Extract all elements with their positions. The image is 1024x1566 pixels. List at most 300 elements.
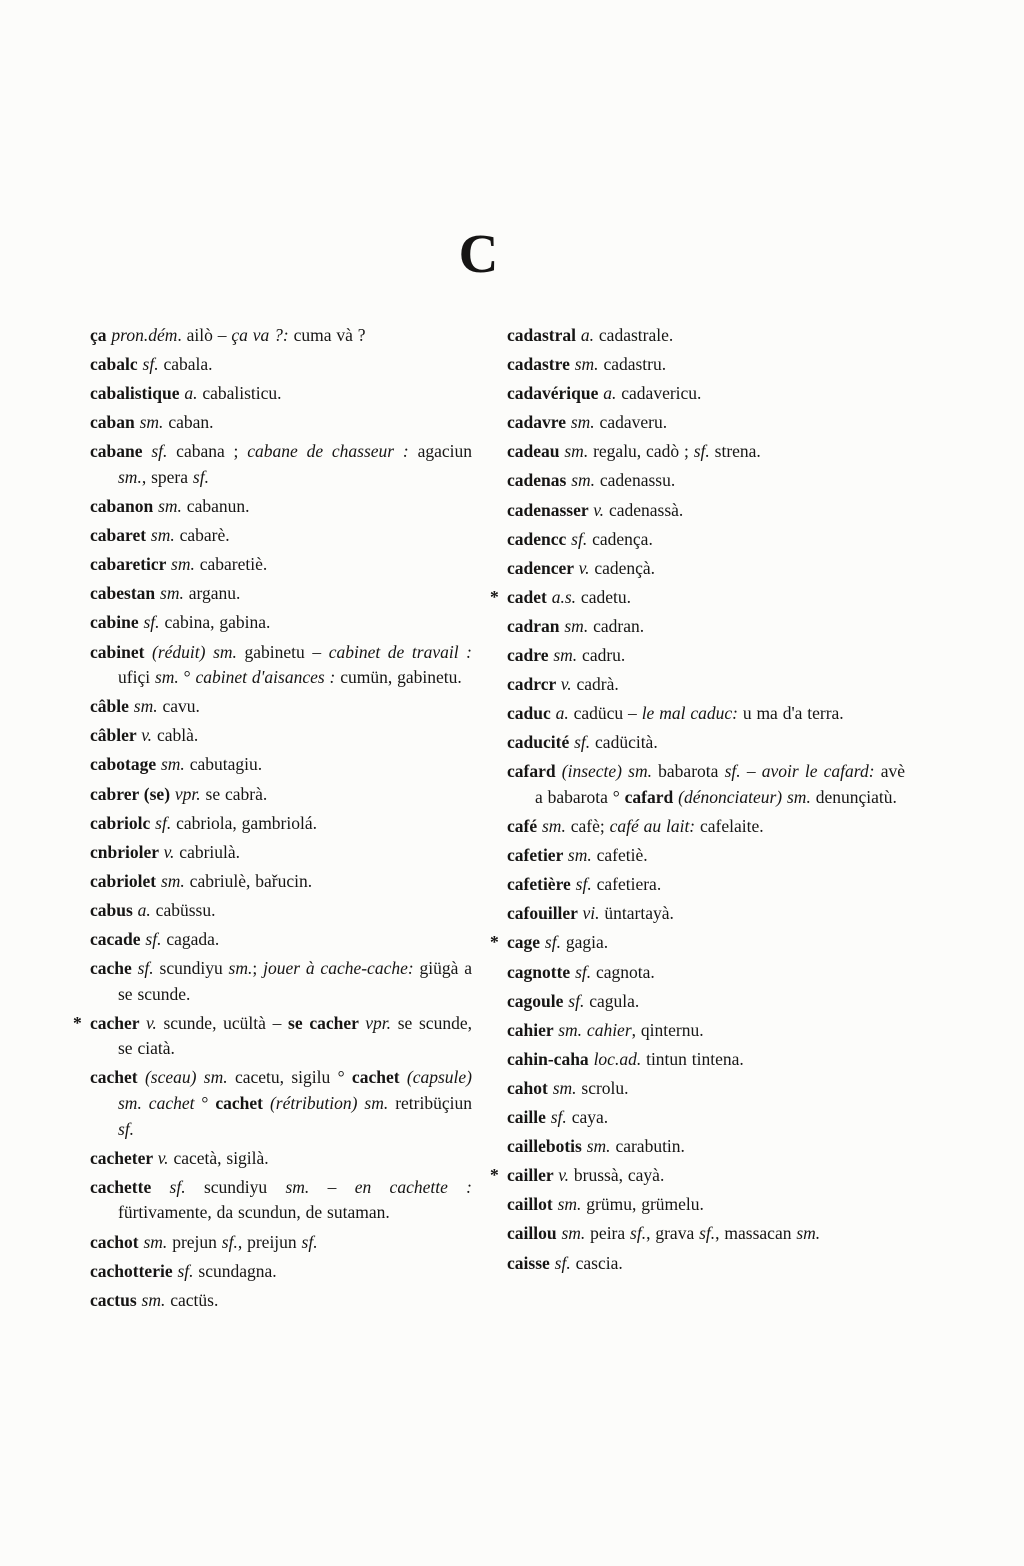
dictionary-entry (507, 759, 905, 810)
dictionary-entry (90, 869, 472, 895)
plain-text: gagia. (560, 932, 609, 953)
star-marker: * (490, 586, 499, 607)
italic-text: sm. (171, 554, 195, 575)
headword-or-bold-text: cadastral (507, 325, 581, 345)
dictionary-entry (507, 498, 905, 524)
dictionary-entry (507, 527, 905, 553)
plain-text: gabinetu – (236, 641, 329, 662)
italic-text: vi. (582, 903, 600, 924)
italic-text: a. (580, 325, 595, 345)
italic-text: sf. (575, 961, 592, 982)
italic-text: (rétribution) sm. (269, 1093, 389, 1114)
dictionary-entry (90, 552, 472, 578)
dictionary-entry (507, 1221, 905, 1247)
headword-or-bold-text: cadavérique (507, 383, 604, 404)
italic-text: sf. (155, 812, 172, 833)
italic-text: sm. (154, 667, 179, 688)
plain-text: cabina, gabina. (159, 612, 271, 633)
italic-text: sf. (693, 441, 710, 462)
plain-text: prejun (167, 1231, 222, 1252)
dictionary-entry (490, 930, 905, 956)
dictionary-entry (507, 1076, 905, 1102)
plain-text: cadaveru. (594, 412, 668, 433)
headword-or-bold-text: cabriolc (90, 812, 156, 833)
italic-text: vpr. (365, 1012, 392, 1033)
italic-text: sm. (558, 1019, 583, 1040)
headword-or-bold-text: cadencer (507, 557, 579, 578)
plain-text: u ma d'a terra. (737, 703, 844, 724)
italic-text: sf. (143, 612, 160, 633)
headword-or-bold-text: cahier (507, 1019, 559, 1040)
italic-text: cachet (148, 1093, 195, 1114)
headword-or-bold-text: caillou (507, 1223, 562, 1244)
dictionary-entry (90, 811, 472, 837)
plain-text: cafetiera. (591, 874, 662, 895)
plain-text: cacetu, sigilu ° (227, 1067, 352, 1088)
plain-text: cadetu. (576, 586, 631, 607)
italic-text: sf. (574, 732, 591, 753)
dictionary-entry (90, 898, 472, 924)
headword-or-bold-text: caducité (507, 732, 575, 753)
italic-text: sf. (192, 466, 209, 487)
headword-or-bold-text: cabinet (90, 641, 153, 662)
headword-or-bold-text: cadet (507, 586, 552, 607)
italic-text: sm. (571, 470, 596, 491)
dictionary-entry (507, 410, 905, 436)
dictionary-entry (90, 523, 472, 549)
italic-text: sf. (137, 958, 154, 979)
dictionary-entry (90, 381, 472, 407)
headword-or-bold-text: ça (90, 325, 112, 345)
headword-or-bold-text: cachette (90, 1176, 170, 1197)
italic-text: le mal caduc: (641, 703, 738, 724)
italic-text: sm. (570, 412, 595, 433)
dictionary-entry (90, 1230, 472, 1256)
dictionary-entry (507, 323, 905, 349)
headword-or-bold-text: cadastre (507, 354, 575, 375)
italic-text: (insecte) sm. (561, 761, 652, 782)
italic-text: cabinet de travail : (328, 641, 472, 662)
star-marker: * (73, 1012, 82, 1033)
dictionary-entry (90, 323, 472, 349)
plain-text: cafè; (565, 816, 610, 837)
dictionary-entry (90, 410, 472, 436)
dictionary-entry (507, 439, 905, 465)
plain-text: cadran. (588, 615, 645, 636)
plain-text: scrolu. (576, 1077, 629, 1098)
plain-text (142, 1093, 149, 1113)
plain-text: cafelaite. (695, 816, 764, 837)
plain-text: cablà. (152, 725, 199, 746)
plain-text: cagada. (161, 928, 220, 949)
italic-text: sm. (567, 845, 592, 866)
left-column (73, 323, 472, 1317)
plain-text: tintun tintena. (641, 1048, 744, 1069)
italic-text: sf. (571, 528, 588, 549)
plain-text: grümu, grümelu. (581, 1194, 704, 1215)
plain-text: cagula. (584, 990, 640, 1011)
headword-or-bold-text: cabus (90, 899, 138, 920)
headword-or-bold-text: câbler (90, 725, 142, 746)
headword-or-bold-text: cabalc (90, 354, 143, 375)
italic-text: sm. (228, 958, 253, 979)
plain-text: caban. (163, 412, 214, 433)
plain-text: cavu. (157, 696, 200, 717)
headword-or-bold-text: cadenasser (507, 499, 594, 520)
plain-text: cacetà, sigilà. (168, 1147, 269, 1168)
italic-text: cabane de chasseur : (247, 441, 409, 462)
italic-text: v. (578, 557, 590, 578)
plain-text: arganu. (183, 583, 241, 604)
dictionary-entry (90, 956, 472, 1007)
plain-text: fürtivamente, da scundun, de sutaman. (118, 1202, 390, 1223)
italic-text: pron.dém (111, 325, 178, 345)
headword-or-bold-text: cafard (507, 761, 562, 782)
italic-text: sm. (553, 645, 578, 666)
italic-text: sm. (552, 1077, 577, 1098)
dictionary-entry (73, 1011, 472, 1062)
italic-text: sf. (575, 874, 592, 895)
headword-or-bold-text: cabriolet (90, 870, 161, 891)
dictionary-entry (90, 840, 472, 866)
italic-text: sf. (554, 1252, 571, 1273)
star-marker: * (490, 1165, 499, 1186)
headword-or-bold-text: caillebotis (507, 1136, 587, 1157)
dictionary-entry (90, 752, 472, 778)
italic-text: sf. (544, 932, 561, 953)
dictionary-entry (507, 989, 905, 1015)
headword-or-bold-text: caisse (507, 1252, 555, 1273)
dictionary-entry (507, 1134, 905, 1160)
dictionary-entry (507, 1251, 905, 1277)
section-letter-heading: C (458, 223, 500, 284)
italic-text: sm. (160, 583, 184, 604)
plain-text: cabaretiè. (194, 554, 268, 575)
plain-text: ufiçi (118, 667, 155, 688)
dictionary-entry (90, 352, 472, 378)
plain-text: babarota (652, 761, 725, 782)
italic-text: sm. (796, 1223, 821, 1244)
headword-or-bold-text: cabane (90, 441, 152, 462)
italic-text: sf. (630, 1223, 647, 1244)
italic-text: loc.ad. (593, 1048, 642, 1069)
plain-text: scunde, ucültà – (156, 1012, 289, 1033)
dictionary-entry (507, 730, 905, 756)
plain-text: cadenassu. (595, 470, 676, 491)
italic-text: v. (163, 841, 175, 862)
plain-text: cadavericu. (616, 383, 702, 404)
italic-text: a. (603, 383, 617, 404)
dictionary-entry (507, 1047, 905, 1073)
plain-text: , massacan (715, 1223, 797, 1244)
italic-text: a.s. (551, 586, 577, 607)
italic-text: a. (184, 383, 198, 404)
italic-text: sm. (160, 754, 185, 775)
plain-text: , grava (646, 1223, 700, 1244)
headword-or-bold-text: cabalistique (90, 383, 185, 404)
plain-text: ; (252, 958, 264, 979)
dictionary-entry (507, 352, 905, 378)
plain-text: cadücità. (590, 732, 658, 753)
dictionary-entry (507, 814, 905, 840)
headword-or-bold-text: cafouiller (507, 903, 583, 924)
italic-text: sm. (158, 496, 182, 517)
italic-text: sm. (574, 354, 599, 375)
dictionary-entry (507, 960, 905, 986)
dictionary-entry (90, 581, 472, 607)
plain-text: üntartayà. (599, 903, 674, 924)
plain-text: . ailò – (177, 325, 232, 345)
headword-or-bold-text: cadran (507, 615, 565, 636)
plain-text: cactüs. (165, 1289, 219, 1310)
italic-text: (capsule) sm. (118, 1067, 472, 1114)
italic-text: v. (558, 1165, 570, 1186)
italic-text: sm. (143, 1231, 168, 1252)
italic-text: (dénonciateur) sm. (678, 787, 811, 807)
headword-or-bold-text: cadrcr (507, 674, 561, 695)
headword-or-bold-text: cabanon (90, 496, 159, 517)
headword-or-bold-text: cabestan (90, 583, 161, 604)
plain-text: , preijun (237, 1231, 302, 1252)
dictionary-entry (507, 1018, 905, 1044)
italic-text: sf. (151, 441, 168, 462)
plain-text: cadru. (577, 645, 626, 666)
dictionary-entry (90, 927, 472, 953)
italic-text: sm. (542, 816, 566, 837)
headword-or-bold-text: cachet (90, 1067, 145, 1088)
plain-text: cascia. (570, 1252, 623, 1273)
plain-text: retribüçiun (388, 1093, 472, 1114)
plain-text: scundagna. (193, 1260, 277, 1281)
headword-or-bold-text: câble (90, 696, 134, 717)
headword-or-bold-text: cagoule (507, 990, 569, 1011)
dictionary-entry (90, 494, 472, 520)
headword-or-bold-text: cachotterie (90, 1260, 178, 1281)
plain-text: , spera (141, 466, 193, 487)
dictionary-entry (90, 1146, 472, 1172)
dictionary-entry (90, 782, 472, 808)
plain-text: carabutin. (610, 1136, 685, 1157)
dictionary-entry (507, 643, 905, 669)
headword-or-bold-text: caduc (507, 703, 556, 724)
headword-or-bold-text: cahin-caha (507, 1048, 594, 1069)
plain-text: cumün, gabinetu. (335, 667, 462, 688)
plain-text: regalu, cadò ; (588, 441, 694, 462)
italic-text: sm. (561, 1223, 586, 1244)
italic-text: v. (157, 1147, 169, 1168)
italic-text: sf. (699, 1223, 716, 1244)
headword-or-bold-text: cagnotte (507, 961, 576, 982)
headword-or-bold-text: cachet (215, 1093, 270, 1114)
plain-text: cagnota. (591, 961, 655, 982)
plain-text: cabanun. (181, 496, 250, 517)
italic-text: sf. (118, 1118, 135, 1139)
plain-text: giügà a se scunde. (118, 958, 472, 1004)
plain-text: brussà, cayà. (569, 1165, 665, 1186)
plain-text: scundiyu (153, 958, 229, 979)
plain-text: peira (585, 1223, 631, 1244)
headword-or-bold-text: cabaret (90, 525, 151, 546)
headword-or-bold-text: café (507, 816, 542, 837)
plain-text: cabana ; (167, 441, 248, 462)
italic-text: v. (145, 1012, 157, 1033)
plain-text: cabalisticu. (197, 383, 282, 404)
headword-or-bold-text: cabrer (se) (90, 783, 175, 804)
italic-text: sf. (145, 928, 162, 949)
plain-text: ° (194, 1093, 216, 1114)
italic-text: sm. (141, 1289, 166, 1310)
plain-text: cabüssu. (150, 899, 216, 920)
headword-or-bold-text: cachot (90, 1231, 144, 1252)
dictionary-entry (90, 1259, 472, 1285)
italic-text: cabinet d'aisances : (195, 667, 336, 688)
headword-or-bold-text: cafard (624, 787, 679, 807)
headword-or-bold-text: cadeau (507, 441, 565, 462)
plain-text: cadastrale. (594, 325, 674, 345)
plain-text: agaciun (408, 441, 472, 462)
dictionary-entry (90, 723, 472, 749)
plain-text: se scunde, se ciatà. (118, 1012, 472, 1059)
italic-text: sf. (550, 1107, 567, 1128)
plain-text: se cabrà. (200, 783, 268, 804)
italic-text: jouer à cache-cache: (263, 958, 414, 979)
headword-or-bold-text: cacher (90, 1012, 146, 1033)
italic-text: sm. (285, 1176, 310, 1197)
headword-or-bold-text: cahot (507, 1077, 553, 1098)
plain-text: cadenassà. (604, 499, 684, 520)
dictionary-entry (507, 1105, 905, 1131)
dictionary-entry (507, 381, 905, 407)
plain-text: ° (178, 667, 196, 688)
plain-text: denunçiatù. (810, 787, 897, 807)
headword-or-bold-text: caban (90, 412, 140, 433)
italic-text: sm. (118, 466, 142, 487)
italic-text: sm. (586, 1136, 611, 1157)
plain-text: avè a babarota ° (535, 761, 905, 807)
dictionary-entry (90, 1175, 472, 1226)
headword-or-bold-text: se cacher (288, 1012, 366, 1033)
headword-or-bold-text: cactus (90, 1289, 142, 1310)
headword-or-bold-text: cafetier (507, 845, 568, 866)
dictionary-entry (507, 901, 905, 927)
plain-text: cabutagiu. (184, 754, 263, 775)
dictionary-entry (90, 1288, 472, 1314)
italic-text: sm. (564, 615, 589, 636)
italic-text: cahier (586, 1019, 632, 1040)
star-marker: * (490, 932, 499, 953)
headword-or-bold-text: cafetière (507, 874, 576, 895)
headword-or-bold-text: cage (507, 932, 545, 953)
dictionary-entry (90, 610, 472, 636)
plain-text: cadastru. (598, 354, 667, 375)
italic-text: v. (141, 725, 153, 746)
headword-or-bold-text: cadencc (507, 528, 572, 549)
italic-text: sm. (160, 870, 185, 891)
italic-text: sf. (177, 1260, 194, 1281)
italic-text: sf. (169, 1176, 186, 1197)
headword-or-bold-text: cabine (90, 612, 144, 633)
italic-text: a. (137, 899, 151, 920)
dictionary-entry (507, 468, 905, 494)
plain-text: strena. (709, 441, 761, 462)
dictionary-entry (507, 556, 905, 582)
italic-text: avoir le cafard: (761, 761, 875, 782)
dictionary-entry (490, 1163, 905, 1189)
dictionary-entry (507, 672, 905, 698)
italic-text: v. (593, 499, 605, 520)
italic-text: sm. (150, 525, 175, 546)
italic-text: sf. (221, 1231, 238, 1252)
right-column (490, 323, 905, 1317)
italic-text: sm. (133, 696, 158, 717)
headword-or-bold-text: cacheter (90, 1147, 158, 1168)
plain-text: – (309, 1176, 355, 1197)
headword-or-bold-text: cailler (507, 1165, 559, 1186)
italic-text: vpr. (174, 783, 201, 804)
headword-or-bold-text: cabotage (90, 754, 161, 775)
italic-text: (sceau) sm. (144, 1067, 228, 1088)
headword-or-bold-text: cadavre (507, 412, 571, 433)
headword-or-bold-text: cnbrioler (90, 841, 164, 862)
italic-text: sf. (724, 761, 741, 782)
italic-text: (réduit) sm. (152, 641, 237, 662)
italic-text: en cachette : (354, 1176, 472, 1197)
headword-or-bold-text: cache (90, 958, 138, 979)
dictionary-entry (90, 439, 472, 490)
plain-text: cabriulè, bařucin. (184, 870, 313, 891)
plain-text: , qinternu. (631, 1019, 704, 1040)
headword-or-bold-text: cacade (90, 928, 146, 949)
dictionary-entry (507, 701, 905, 727)
plain-text: cadença. (587, 528, 653, 549)
plain-text: cabriola, gambriolá. (171, 812, 318, 833)
italic-text: a. (555, 703, 569, 724)
italic-text: v. (560, 674, 572, 695)
dictionary-entry (507, 1192, 905, 1218)
dictionary-entry (507, 872, 905, 898)
plain-text: cadrà. (571, 674, 619, 695)
headword-or-bold-text: cabareticr (90, 554, 172, 575)
italic-text: café au lait: (609, 816, 696, 837)
plain-text: cuma và ? (288, 325, 366, 345)
dictionary-entry (507, 843, 905, 869)
italic-text: sf. (568, 990, 585, 1011)
plain-text: cabarè. (174, 525, 230, 546)
italic-text: sm. (564, 441, 589, 462)
plain-text: cabriulà. (174, 841, 241, 862)
dictionary-entry (90, 640, 472, 691)
italic-text: sm. (557, 1194, 582, 1215)
headword-or-bold-text: caillot (507, 1194, 558, 1215)
italic-text: sf. (142, 354, 159, 375)
italic-text: sf. (301, 1231, 318, 1252)
plain-text: scundiyu (185, 1176, 286, 1197)
italic-text: ça va ?: (231, 325, 289, 345)
dictionary-entry (90, 1065, 472, 1142)
plain-text: – (740, 761, 762, 782)
dictionary-entry (490, 585, 905, 611)
text-columns (73, 323, 905, 1317)
plain-text: cabala. (158, 354, 213, 375)
headword-or-bold-text: caille (507, 1107, 551, 1128)
plain-text: caya. (566, 1107, 609, 1128)
plain-text: cadençà. (589, 557, 656, 578)
headword-or-bold-text: cadenas (507, 470, 572, 491)
headword-or-bold-text: cadre (507, 645, 554, 666)
headword-or-bold-text: cachet (351, 1067, 407, 1088)
plain-text: cafetiè. (591, 845, 648, 866)
dictionary-entry (507, 614, 905, 640)
